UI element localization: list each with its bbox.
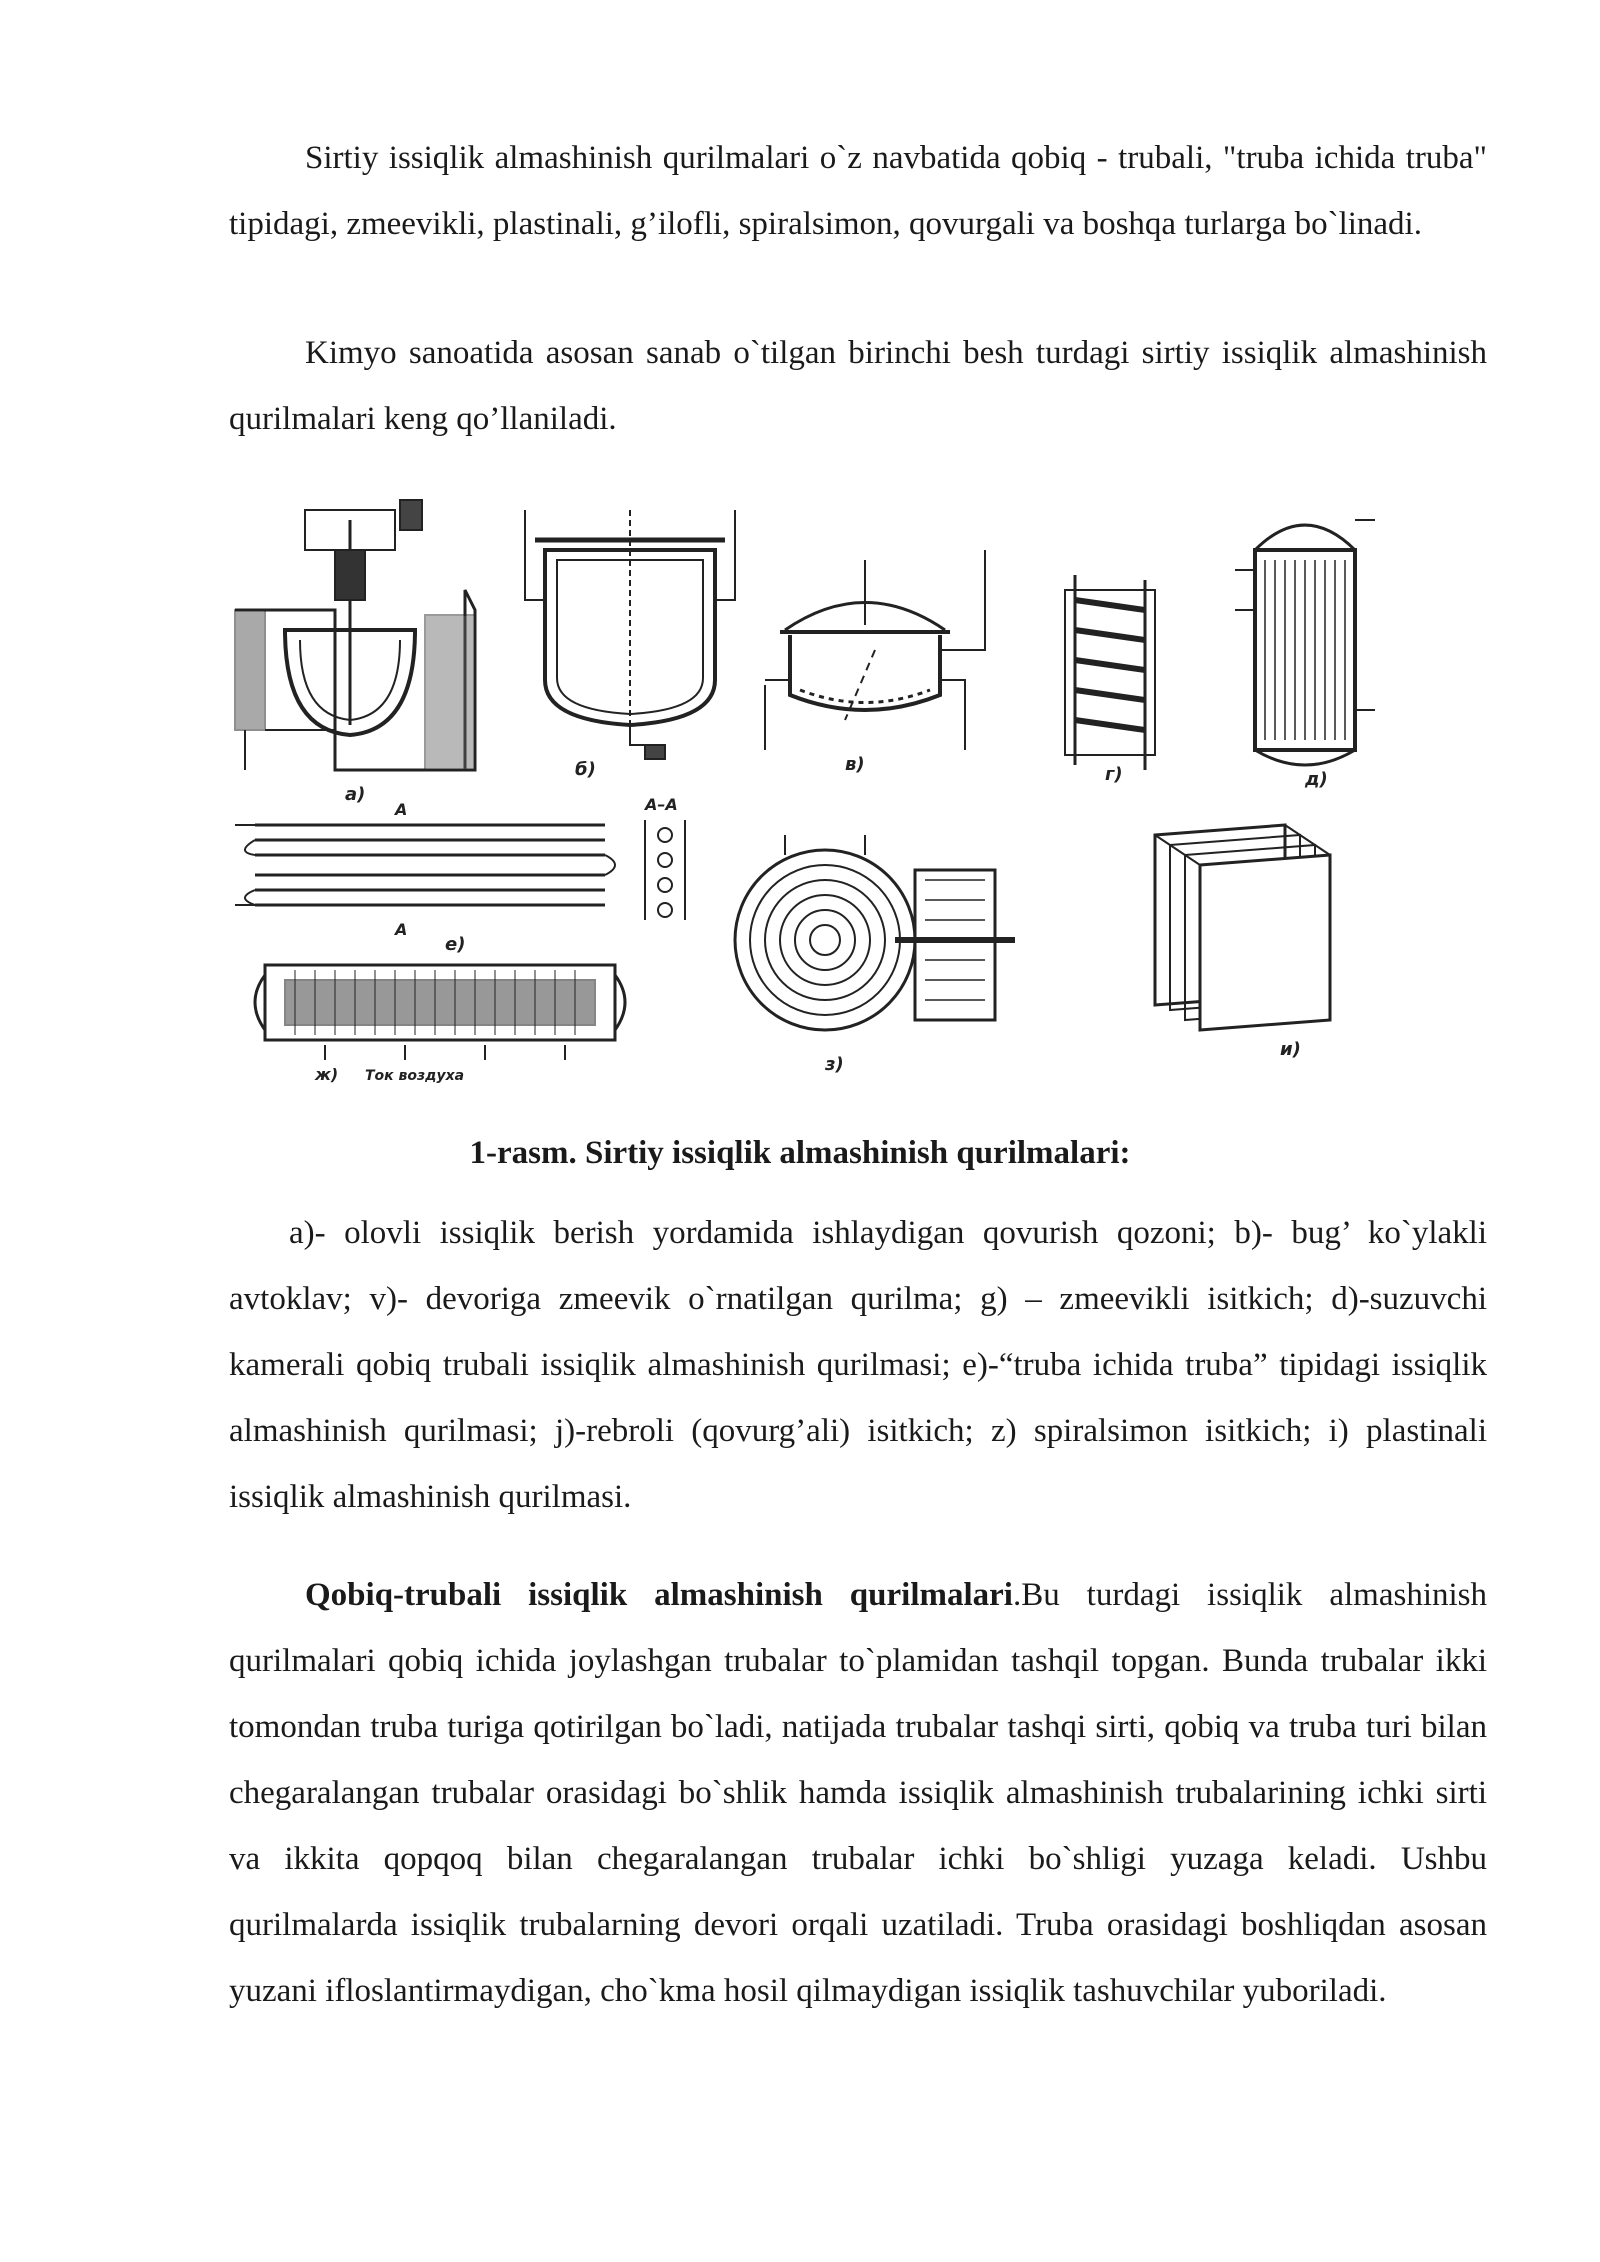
section-view-label: А–А xyxy=(645,795,678,814)
label-g: г) xyxy=(1105,764,1123,785)
coil-vessel-drawing xyxy=(765,550,985,775)
label-v: в) xyxy=(845,754,865,775)
section-text: Bu turdagi issiqlik almashinish qurilmalari qobiq ichida joylashgan trubalar to`plamidan tashqil topgan. Bunda trubalar ikki tomondan truba turiga qotirilgan bo`ladi, natijada trubalar tashqi sirti, qobiq va truba turi bilan chegaralangan trubalar orasidagi bo`shlik hamda issiqlik almashinish trubalarining ichki sirti va ikkita qopqoq bilan chegaralangan trubalar ichki bo`shligi yuzaga keladi. Ushbu qurilmalarda issiqlik trubalarning devori orqali uzatiladi. Truba orasidagi boshliqdan asosan yuzani ifloslantirmaydigan, cho`kma hosil qilmaydigan issiqlik tashuvchilar yuboriladi. xyxy=(229,1577,1487,2009)
section-mark-bottom: А xyxy=(395,920,408,939)
plate-exchanger-drawing xyxy=(1155,825,1330,1060)
figure-caption: 1-rasm. Sirtiy issiqlik almashinish qurilmalari: xyxy=(469,1135,1131,1171)
label-e: е) xyxy=(445,934,466,955)
label-b: б) xyxy=(575,759,596,780)
coil-heater-drawing xyxy=(1065,575,1155,785)
label-z: з) xyxy=(825,1054,844,1075)
shell-tube-drawing xyxy=(1235,520,1375,790)
double-pipe-drawing xyxy=(235,795,685,955)
label-i: и) xyxy=(1280,1039,1301,1060)
section-mark-top: А xyxy=(395,800,408,819)
air-flow-label: Ток воздуха xyxy=(365,1068,465,1084)
shell-tube-section: Qobiq-trubali issiqlik almashinish qurilmalari.Bu turdagi issiqlik almashinish qurilmalari qobiq ichida joylashgan trubalar to`plamidan tashqil topgan. Bunda trubalar ikki tomondan truba turiga qotirilgan bo`ladi, natijada trubalar tashqi sirti, qobiq va truba turi bilan chegaralangan trubalar orasidagi bo`shlik hamda issiqlik almashinish trubalarining ichki sirti va ikkita qopqoq bilan chegaralangan trubalar ichki bo`shligi yuzaga keladi. Ushbu qurilmalarda issiqlik trubalarning devori orqali uzatiladi. Truba orasidagi boshliqdan asosan yuzani ifloslantirmaydigan, cho`kma hosil qilmaydigan issiqlik tashuvchilar yuboriladi. xyxy=(229,1577,1487,2009)
intro-paragraph: Sirtiy issiqlik almashinish qurilmalari o`z navbatida qobiq - trubali, "truba ichida truba" tipidagi, zmeevikli, plastinali, g’ilofli, spiralsimon, qovurgali va boshqa turlarga bo`linadi. xyxy=(229,140,1487,242)
heat-exchanger-figure xyxy=(225,480,1425,1090)
roasting-kettle-drawing xyxy=(235,500,475,805)
section-title: Qobiq-trubali issiqlik almashinish qurilmalari xyxy=(305,1577,1013,1613)
spiral-heater-drawing xyxy=(735,835,1015,1075)
label-a: а) xyxy=(345,784,366,805)
label-d: д) xyxy=(1305,769,1328,790)
finned-heater-drawing xyxy=(255,965,625,1084)
caption-description: a)- olovli issiqlik berish yordamida ishlaydigan qovurish qozoni; b)- bug’ ko`ylakli avtoklav; v)- devoriga zmeevik o`rnatilgan qurilma; g) – zmeevikli isitkich; d)-suzuvchi kamerali qobiq trubali issiqlik almashinish qurilmasi; e)-“truba ichida truba” tipidagi issiqlik almashinish qurilmasi; j)-rebroli (qovurg’ali) isitkich; z) spiralsimon isitkich; i) plastinali issiqlik almashinish qurilmasi. xyxy=(229,1215,1487,1515)
usage-paragraph: Kimyo sanoatida asosan sanab o`tilgan birinchi besh turdagi sirtiy issiqlik almashinish qurilmalari keng qo’llaniladi. xyxy=(229,335,1487,437)
label-zh: ж) xyxy=(315,1065,339,1084)
autoclave-drawing xyxy=(525,510,735,780)
